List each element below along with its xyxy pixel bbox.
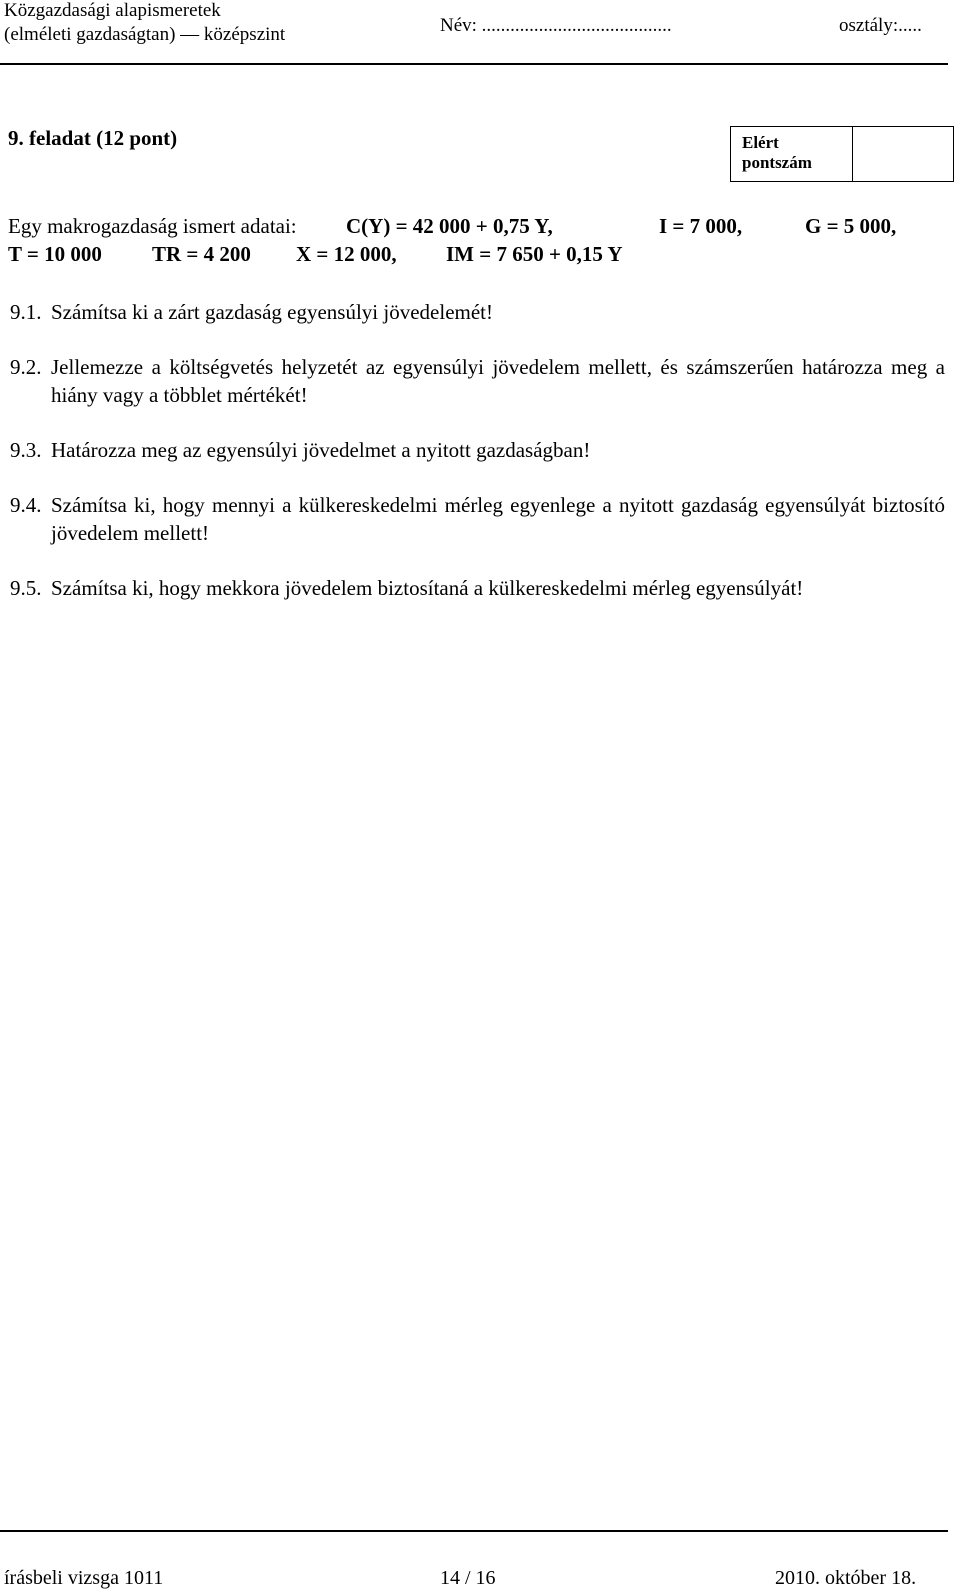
subject-title: Közgazdasági alapismeretek [4, 0, 221, 21]
score-box-value [853, 127, 953, 181]
footer-exam-code: írásbeli vizsga 1011 [4, 1567, 164, 1589]
name-field-label: Név: ........................................ [440, 15, 672, 36]
question-text: Számítsa ki, hogy mennyi a külkereskedelmi mérleg egyenlege a nyitott gazdaság egyensúlyát biztosító jövedelem mellett! [51, 493, 945, 545]
question-9-5 [10, 574, 945, 602]
question-number: 9.3. [10, 438, 42, 462]
question-number: 9.1. [10, 300, 42, 324]
question-text: Számítsa ki, hogy mekkora jövedelem biztosítaná a külkereskedelmi mérleg egyensúlyát! [51, 576, 804, 600]
given-investment: I = 7 000, [659, 214, 743, 238]
given-export: X = 12 000, [296, 242, 397, 266]
question-number: 9.4. [10, 493, 42, 517]
question-9-4 [10, 491, 945, 547]
question-9-1 [10, 298, 945, 326]
given-transfer: TR = 4 200 [152, 242, 251, 266]
given-consumption: C(Y) = 42 000 + 0,75 Y, [346, 214, 553, 238]
class-field-label: osztály:..... [839, 15, 922, 36]
score-box [730, 126, 954, 182]
question-text: Számítsa ki a zárt gazdaság egyensúlyi jövedelemét! [51, 300, 493, 324]
question-text: Határozza meg az egyensúlyi jövedelmet a nyitott gazdaságban! [51, 438, 591, 462]
score-box-label: Elért pontszám [731, 127, 853, 181]
given-tax: T = 10 000 [8, 242, 102, 266]
question-number: 9.2. [10, 355, 42, 379]
subject-level: (elméleti gazdaságtan) — középszint [4, 24, 286, 45]
question-text: Jellemezze a költségvetés helyzetét az egyensúlyi jövedelem mellett, és számszerűen határozza meg a hiány vagy a többlet mértékét! [51, 355, 945, 407]
footer-page-number: 14 / 16 [440, 1567, 496, 1589]
question-number: 9.5. [10, 576, 42, 600]
given-import: IM = 7 650 + 0,15 Y [446, 242, 623, 266]
header-rule [0, 63, 948, 65]
footer-date: 2010. október 18. [775, 1567, 917, 1589]
given-government: G = 5 000, [805, 214, 897, 238]
question-9-3 [10, 436, 945, 464]
given-intro: Egy makrogazdaság ismert adatai: [8, 214, 297, 238]
task-title: 9. feladat (12 pont) [8, 126, 178, 150]
question-9-2 [10, 353, 945, 409]
footer-rule [0, 1530, 948, 1532]
